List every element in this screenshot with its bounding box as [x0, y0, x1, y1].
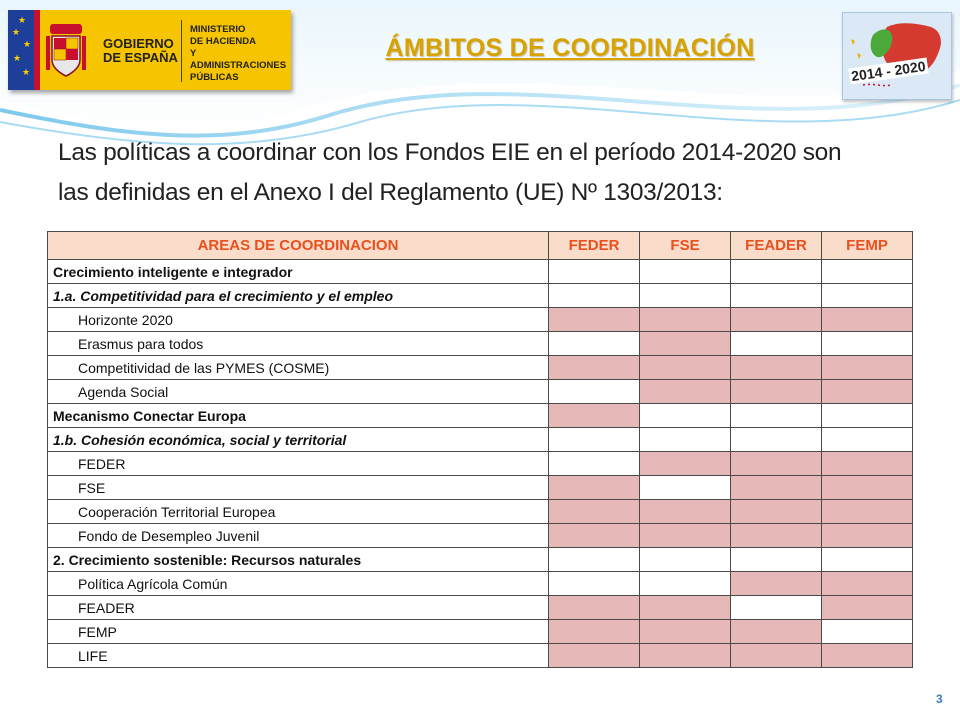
period-logo [842, 12, 952, 100]
coordination-table [47, 231, 913, 668]
fund-cell-fse-marked [640, 500, 731, 524]
fund-cell-feader-empty [731, 548, 822, 572]
fund-cell-feader-marked [731, 380, 822, 404]
fund-cell-fse-marked [640, 620, 731, 644]
area-cell: 1.b. Cohesión económica, social y territorial [48, 428, 549, 452]
fund-cell-feder-empty [549, 332, 640, 356]
eu-flag-strip: ★ ★ ★ ★ ★ [8, 10, 34, 90]
fund-cell-feder-empty [549, 548, 640, 572]
fund-cell-fse-empty [640, 572, 731, 596]
gobierno-label: GOBIERNO DE ESPAÑA [103, 36, 178, 65]
area-cell: Erasmus para todos [48, 332, 549, 356]
area-cell: FEMP [48, 620, 549, 644]
table-header-row [48, 232, 913, 260]
fund-cell-fse-marked [640, 356, 731, 380]
fund-cell-femp-marked [822, 572, 913, 596]
area-cell: Agenda Social [48, 380, 549, 404]
table-row [48, 644, 913, 668]
page-number: 3 [936, 692, 943, 706]
fund-cell-femp-marked [822, 524, 913, 548]
fund-cell-femp-empty [822, 404, 913, 428]
area-cell: Crecimiento inteligente e integrador [48, 260, 549, 284]
fund-cell-fse-empty [640, 548, 731, 572]
area-cell: FSE [48, 476, 549, 500]
table-row [48, 380, 913, 404]
fund-cell-feader-empty [731, 404, 822, 428]
fund-cell-fse-marked [640, 596, 731, 620]
fund-cell-fse-empty [640, 428, 731, 452]
fund-cell-femp-marked [822, 476, 913, 500]
fund-cell-femp-marked [822, 644, 913, 668]
fund-cell-feader-marked [731, 644, 822, 668]
area-cell: FEADER [48, 596, 549, 620]
area-cell: Fondo de Desempleo Juvenil [48, 524, 549, 548]
area-cell: Competitividad de las PYMES (COSME) [48, 356, 549, 380]
fund-cell-feder-marked [549, 620, 640, 644]
fund-cell-fse-marked [640, 380, 731, 404]
fund-cell-femp-marked [822, 380, 913, 404]
table-row [48, 332, 913, 356]
fund-cell-femp-marked [822, 308, 913, 332]
fund-cell-fse-marked [640, 308, 731, 332]
intro-line-2: las definidas en el Anexo I del Reglamento (UE) Nº 1303/2013: [58, 179, 723, 206]
fund-cell-feder-marked [549, 500, 640, 524]
fund-cell-feder-marked [549, 308, 640, 332]
intro-text [58, 133, 938, 213]
fund-cell-feder-marked [549, 524, 640, 548]
fund-cell-femp-marked [822, 452, 913, 476]
fund-cell-feder-empty [549, 380, 640, 404]
fund-cell-feder-marked [549, 404, 640, 428]
coat-of-arms-icon [46, 22, 86, 78]
fund-cell-femp-empty [822, 284, 913, 308]
table-row [48, 452, 913, 476]
table-row [48, 620, 913, 644]
fund-cell-feader-marked [731, 476, 822, 500]
fund-cell-femp-empty [822, 332, 913, 356]
spain-map-icon [843, 13, 951, 99]
fund-cell-feader-marked [731, 308, 822, 332]
header-feader: FEADER [731, 232, 822, 260]
fund-cell-feader-marked [731, 620, 822, 644]
fund-cell-feder-marked [549, 644, 640, 668]
fund-cell-femp-empty [822, 428, 913, 452]
table-row [48, 524, 913, 548]
fund-cell-fse-empty [640, 404, 731, 428]
fund-cell-feader-marked [731, 500, 822, 524]
flag-red-strip [34, 10, 40, 90]
table-row [48, 284, 913, 308]
fund-cell-femp-empty [822, 620, 913, 644]
area-cell: LIFE [48, 644, 549, 668]
table-row [48, 308, 913, 332]
table-row [48, 572, 913, 596]
fund-cell-femp-marked [822, 596, 913, 620]
fund-cell-fse-marked [640, 524, 731, 548]
fund-cell-feader-marked [731, 524, 822, 548]
fund-cell-femp-empty [822, 548, 913, 572]
fund-cell-feader-empty [731, 260, 822, 284]
fund-cell-feder-empty [549, 452, 640, 476]
fund-cell-feader-empty [731, 428, 822, 452]
logo-divider [181, 20, 182, 82]
area-cell: Horizonte 2020 [48, 308, 549, 332]
fund-cell-feder-empty [549, 260, 640, 284]
header-feder: FEDER [549, 232, 640, 260]
period-label: 2014 - 2020 [850, 57, 927, 85]
fund-cell-feder-empty [549, 284, 640, 308]
area-cell: Mecanismo Conectar Europa [48, 404, 549, 428]
fund-cell-feader-marked [731, 572, 822, 596]
area-cell: Política Agrícola Común [48, 572, 549, 596]
fund-cell-feader-empty [731, 596, 822, 620]
header-areas: AREAS DE COORDINACION [48, 232, 549, 260]
fund-cell-feder-empty [549, 572, 640, 596]
intro-line-1: Las políticas a coordinar con los Fondos EIE en el período 2014-2020 son [58, 139, 842, 166]
header-fse: FSE [640, 232, 731, 260]
fund-cell-femp-empty [822, 260, 913, 284]
fund-cell-fse-empty [640, 260, 731, 284]
header-femp: FEMP [822, 232, 913, 260]
fund-cell-feder-marked [549, 356, 640, 380]
table-row [48, 428, 913, 452]
table-row [48, 500, 913, 524]
fund-cell-feder-marked [549, 596, 640, 620]
ministry-label: MINISTERIO DE HACIENDA Y ADMINISTRACIONES PÚBLICAS [190, 24, 287, 83]
fund-cell-femp-marked [822, 356, 913, 380]
area-cell: 2. Crecimiento sostenible: Recursos naturales [48, 548, 549, 572]
fund-cell-femp-marked [822, 500, 913, 524]
area-cell: 1.a. Competitividad para el crecimiento y el empleo [48, 284, 549, 308]
area-cell: FEDER [48, 452, 549, 476]
fund-cell-feder-marked [549, 476, 640, 500]
page-title: ÁMBITOS DE COORDINACIÓN [385, 34, 755, 62]
table-row [48, 476, 913, 500]
fund-cell-fse-empty [640, 284, 731, 308]
fund-cell-fse-marked [640, 332, 731, 356]
table-row [48, 356, 913, 380]
area-cell: Cooperación Territorial Europea [48, 500, 549, 524]
table-row [48, 596, 913, 620]
table-row [48, 260, 913, 284]
table-row [48, 548, 913, 572]
table-row [48, 404, 913, 428]
fund-cell-feader-empty [731, 332, 822, 356]
fund-cell-feader-marked [731, 452, 822, 476]
fund-cell-fse-marked [640, 452, 731, 476]
fund-cell-fse-empty [640, 476, 731, 500]
fund-cell-feder-empty [549, 428, 640, 452]
fund-cell-fse-marked [640, 644, 731, 668]
government-logo [8, 10, 291, 90]
fund-cell-feader-empty [731, 284, 822, 308]
fund-cell-feader-marked [731, 356, 822, 380]
